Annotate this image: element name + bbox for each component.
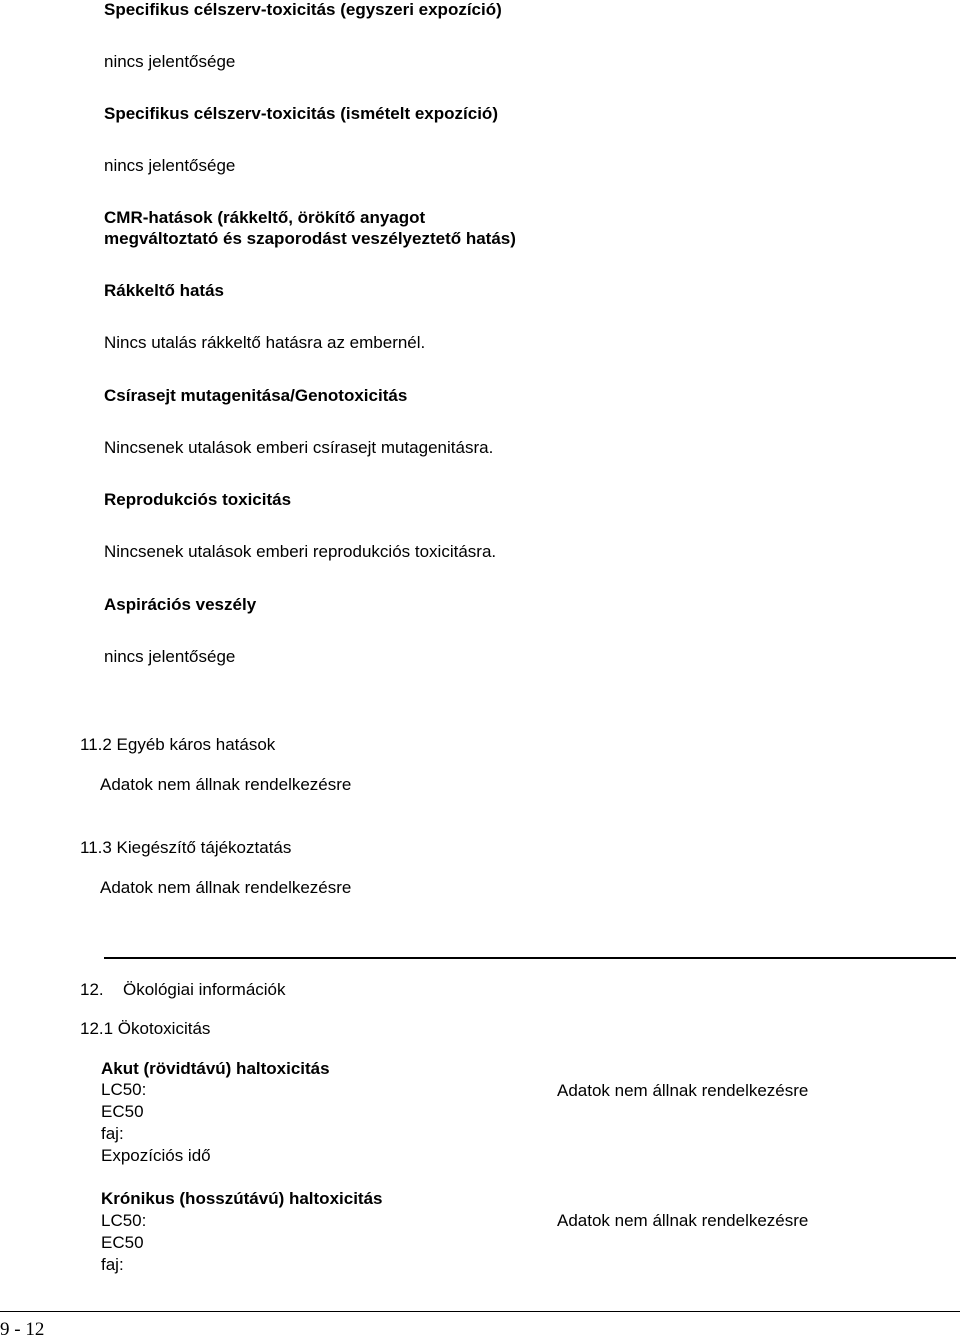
text-carcinogenicity: Nincs utalás rákkeltő hatásra az embernél. <box>104 333 426 352</box>
text-stot-single: nincs jelentősége <box>104 52 236 71</box>
chronic-toxicity-heading: Krónikus (hosszútávú) haltoxicitás <box>101 1189 383 1208</box>
acute-label-ec50: EC50 <box>101 1102 144 1121</box>
heading-aspiration: Aspirációs veszély <box>104 595 257 614</box>
subsection-11-3-text: Adatok nem állnak rendelkezésre <box>100 878 352 897</box>
subsection-11-2-text: Adatok nem állnak rendelkezésre <box>100 775 352 794</box>
section-12-number: 12. <box>80 980 104 999</box>
acute-label-exposure-time: Expozíciós idő <box>101 1146 211 1165</box>
chronic-label-species: faj: <box>101 1255 124 1274</box>
heading-carcinogenicity: Rákkeltő hatás <box>104 281 224 300</box>
heading-cmr-line1: CMR-hatások (rákkeltő, örökítő anyagot <box>104 208 426 227</box>
chronic-label-ec50: EC50 <box>101 1233 144 1252</box>
acute-label-lc50: LC50: <box>101 1080 147 1099</box>
acute-toxicity-heading: Akut (rövidtávú) haltoxicitás <box>101 1059 330 1078</box>
heading-stot-single: Specifikus célszerv-toxicitás (egyszeri expozíció) <box>104 0 502 19</box>
text-reproductive: Nincsenek utalások emberi reprodukciós toxicitásra. <box>104 542 497 561</box>
footer-divider <box>0 1311 960 1312</box>
heading-reproductive: Reprodukciós toxicitás <box>104 490 292 509</box>
section-12-title: Ökológiai információk <box>123 980 286 999</box>
text-aspiration: nincs jelentősége <box>104 647 236 666</box>
acute-label-species: faj: <box>101 1124 124 1143</box>
text-stot-repeated: nincs jelentősége <box>104 156 236 175</box>
acute-toxicity-value: Adatok nem állnak rendelkezésre <box>557 1081 809 1100</box>
acute-toxicity-labels <box>101 1079 211 1167</box>
subsection-11-2-title: 11.2 Egyéb káros hatások <box>80 735 276 754</box>
text-mutagenicity: Nincsenek utalások emberi csírasejt mutagenitásra. <box>104 438 494 457</box>
subsection-12-1-title: 12.1 Ökotoxicitás <box>80 1019 211 1038</box>
heading-stot-repeated: Specifikus célszerv-toxicitás (ismételt expozíció) <box>104 104 498 123</box>
chronic-toxicity-labels <box>101 1210 146 1276</box>
heading-cmr-line2: megváltoztató és szaporodást veszélyeztető hatás) <box>104 229 516 248</box>
chronic-label-lc50: LC50: <box>101 1211 147 1230</box>
section-divider <box>104 957 956 959</box>
chronic-toxicity-value: Adatok nem állnak rendelkezésre <box>557 1211 809 1230</box>
page-number: 9 - 12 <box>0 1319 45 1340</box>
subsection-11-3-title: 11.3 Kiegészítő tájékoztatás <box>80 838 292 857</box>
heading-mutagenicity: Csírasejt mutagenitása/Genotoxicitás <box>104 386 408 405</box>
